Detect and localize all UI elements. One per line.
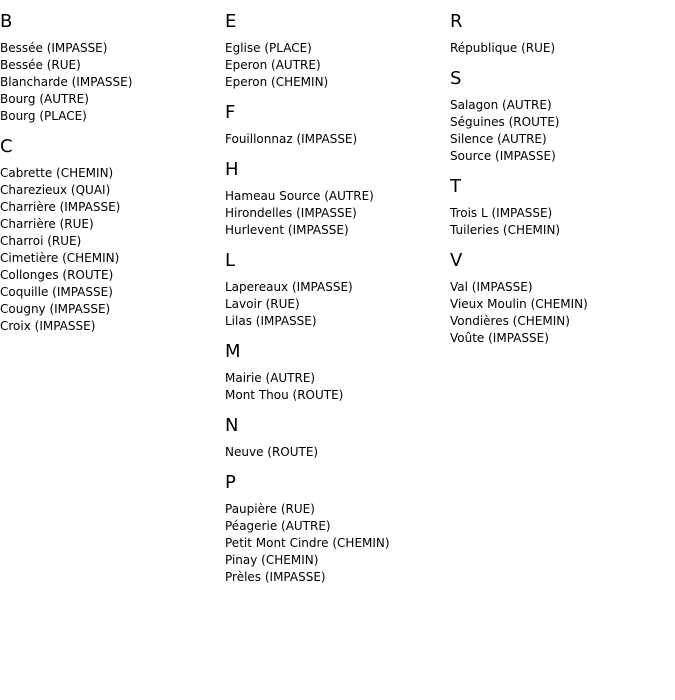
street-index-column-2 <box>225 10 445 586</box>
street-link[interactable]: Hurlevent (IMPASSE) <box>225 223 349 237</box>
street-link[interactable]: République (RUE) <box>450 41 556 55</box>
letter-heading: F <box>225 102 236 123</box>
street-link[interactable]: Salagon (AUTRE) <box>450 98 552 112</box>
letter-heading: E <box>225 11 237 32</box>
street-link[interactable]: Paupière (RUE) <box>225 502 315 516</box>
street-list <box>225 188 445 239</box>
letter-heading: L <box>225 250 236 271</box>
letter-heading: H <box>225 159 239 180</box>
street-link[interactable]: Silence (AUTRE) <box>450 132 547 146</box>
letter-group-r <box>450 10 670 57</box>
street-index-column-1 <box>0 10 220 335</box>
street-link[interactable]: Lavoir (RUE) <box>225 297 300 311</box>
street-link[interactable]: Eperon (AUTRE) <box>225 58 321 72</box>
street-link[interactable]: Collonges (ROUTE) <box>0 268 114 282</box>
street-link[interactable]: Petit Mont Cindre (CHEMIN) <box>225 536 390 550</box>
street-link[interactable]: Vieux Moulin (CHEMIN) <box>450 297 588 311</box>
street-link[interactable]: Lilas (IMPASSE) <box>225 314 317 328</box>
letter-heading: V <box>450 250 463 271</box>
street-link[interactable]: Coquille (IMPASSE) <box>0 285 113 299</box>
street-link[interactable]: Bessée (RUE) <box>0 58 81 72</box>
street-link[interactable]: Charezieux (QUAI) <box>0 183 111 197</box>
street-link[interactable]: Charrière (IMPASSE) <box>0 200 121 214</box>
street-link[interactable]: Voûte (IMPASSE) <box>450 331 549 345</box>
letter-heading: C <box>0 136 13 157</box>
street-link[interactable]: Hameau Source (AUTRE) <box>225 189 374 203</box>
street-link[interactable]: Source (IMPASSE) <box>450 149 556 163</box>
street-list <box>450 279 670 347</box>
street-link[interactable]: Fouillonnaz (IMPASSE) <box>225 132 358 146</box>
street-list <box>450 97 670 165</box>
letter-heading: P <box>225 472 236 493</box>
street-link[interactable]: Trois L (IMPASSE) <box>450 206 553 220</box>
letter-heading: B <box>0 11 13 32</box>
street-list <box>225 501 445 586</box>
street-index-column-3 <box>450 10 670 347</box>
letter-group-n <box>225 414 445 461</box>
street-link[interactable]: Bourg (AUTRE) <box>0 92 89 106</box>
street-link[interactable]: Bourg (PLACE) <box>0 109 87 123</box>
street-link[interactable]: Neuve (ROUTE) <box>225 445 319 459</box>
street-link[interactable]: Eglise (PLACE) <box>225 41 312 55</box>
street-list <box>225 279 445 330</box>
street-link[interactable]: Charrière (RUE) <box>0 217 94 231</box>
street-link[interactable]: Péagerie (AUTRE) <box>225 519 331 533</box>
letter-group-e <box>225 10 445 91</box>
street-link[interactable]: Lapereaux (IMPASSE) <box>225 280 353 294</box>
letter-group-t <box>450 175 670 239</box>
letter-group-b <box>0 10 220 125</box>
street-list <box>450 40 670 57</box>
street-list <box>450 205 670 239</box>
street-link[interactable]: Cimetière (CHEMIN) <box>0 251 120 265</box>
street-link[interactable]: Mont Thou (ROUTE) <box>225 388 344 402</box>
street-link[interactable]: Eperon (CHEMIN) <box>225 75 329 89</box>
letter-heading: N <box>225 415 239 436</box>
street-link[interactable]: Mairie (AUTRE) <box>225 371 316 385</box>
letter-group-p <box>225 471 445 586</box>
street-link[interactable]: Croix (IMPASSE) <box>0 319 96 333</box>
letter-group-c <box>0 135 220 335</box>
street-list <box>225 40 445 91</box>
letter-heading: M <box>225 341 241 362</box>
street-link[interactable]: Hirondelles (IMPASSE) <box>225 206 357 220</box>
street-link[interactable]: Bessée (IMPASSE) <box>0 41 108 55</box>
letter-group-f <box>225 101 445 148</box>
street-list <box>0 165 220 335</box>
letter-group-m <box>225 340 445 404</box>
letter-group-s <box>450 67 670 165</box>
street-link[interactable]: Blancharde (IMPASSE) <box>0 75 133 89</box>
street-link[interactable]: Vondières (CHEMIN) <box>450 314 570 328</box>
letter-group-h <box>225 158 445 239</box>
letter-group-v <box>450 249 670 347</box>
street-link[interactable]: Séguines (ROUTE) <box>450 115 560 129</box>
street-list <box>225 444 445 461</box>
letter-group-l <box>225 249 445 330</box>
letter-heading: T <box>450 176 461 197</box>
street-link[interactable]: Tuileries (CHEMIN) <box>450 223 561 237</box>
street-list <box>225 370 445 404</box>
street-link[interactable]: Cougny (IMPASSE) <box>0 302 111 316</box>
street-list <box>0 40 220 125</box>
street-link[interactable]: Cabrette (CHEMIN) <box>0 166 114 180</box>
street-link[interactable]: Charroi (RUE) <box>0 234 82 248</box>
street-link[interactable]: Pinay (CHEMIN) <box>225 553 319 567</box>
letter-heading: S <box>450 68 462 89</box>
street-list <box>225 131 445 148</box>
street-link[interactable]: Prèles (IMPASSE) <box>225 570 326 584</box>
letter-heading: R <box>450 11 463 32</box>
street-link[interactable]: Val (IMPASSE) <box>450 280 533 294</box>
